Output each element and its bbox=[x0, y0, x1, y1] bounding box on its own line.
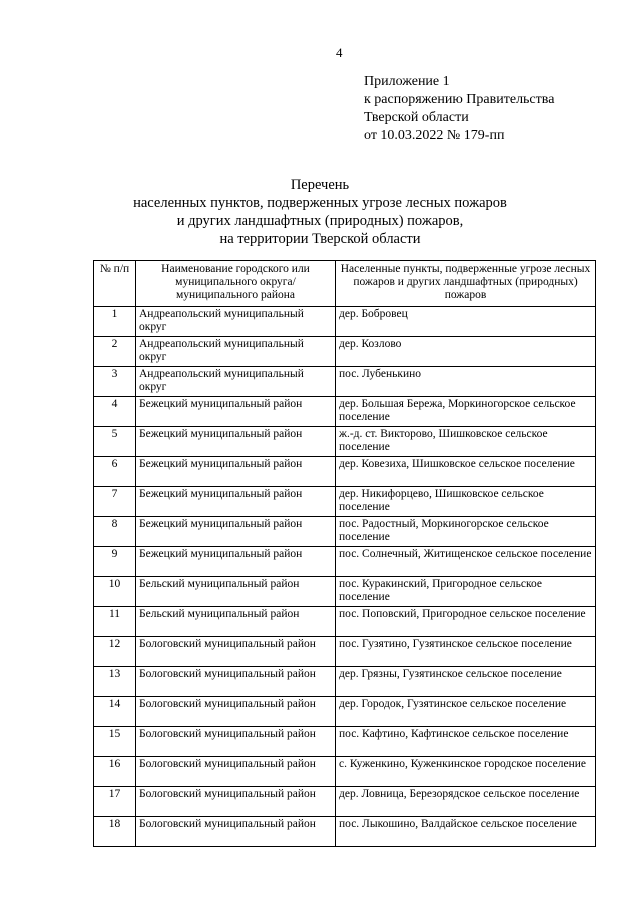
row-number: 16 bbox=[94, 757, 136, 787]
table-row bbox=[94, 307, 596, 337]
table-row bbox=[94, 667, 596, 697]
row-settlement: дер. Городок, Гузятинское сельское поселение bbox=[336, 697, 596, 727]
header-district: Наименование городского или муниципального округа/муниципального района bbox=[136, 261, 336, 307]
row-district: Бологовский муниципальный район bbox=[136, 727, 336, 757]
row-number: 7 bbox=[94, 487, 136, 517]
row-district: Андреапольский муниципальный округ bbox=[136, 337, 336, 367]
row-district: Андреапольский муниципальный округ bbox=[136, 307, 336, 337]
row-number: 10 bbox=[94, 577, 136, 607]
table-row bbox=[94, 337, 596, 367]
row-district: Бежецкий муниципальный район bbox=[136, 547, 336, 577]
table-row bbox=[94, 487, 596, 517]
row-settlement: ж.-д. ст. Викторово, Шишковское сельское поселение bbox=[336, 427, 596, 457]
row-settlement: дер. Никифорцево, Шишковское сельское поселение bbox=[336, 487, 596, 517]
row-district: Бологовский муниципальный район bbox=[136, 697, 336, 727]
row-number: 13 bbox=[94, 667, 136, 697]
row-settlement: пос. Радостный, Моркиногорское сельское поселение bbox=[336, 517, 596, 547]
row-number: 3 bbox=[94, 367, 136, 397]
row-settlement: дер. Большая Бережа, Моркиногорское сельское поселение bbox=[336, 397, 596, 427]
row-district: Бежецкий муниципальный район bbox=[136, 457, 336, 487]
table-row bbox=[94, 787, 596, 817]
table-row bbox=[94, 817, 596, 847]
row-settlement: пос. Солнечный, Житищенское сельское поселение bbox=[336, 547, 596, 577]
table-row bbox=[94, 757, 596, 787]
header-num: № п/п bbox=[94, 261, 136, 307]
title-line: на территории Тверской области bbox=[219, 231, 421, 247]
row-district: Андреапольский муниципальный округ bbox=[136, 367, 336, 397]
table-row bbox=[94, 517, 596, 547]
row-settlement: дер. Бобровец bbox=[336, 307, 596, 337]
row-number: 4 bbox=[94, 397, 136, 427]
row-number: 17 bbox=[94, 787, 136, 817]
row-district: Бологовский муниципальный район bbox=[136, 667, 336, 697]
document-title bbox=[90, 176, 550, 248]
row-settlement: дер. Ловница, Березорядское сельское поселение bbox=[336, 787, 596, 817]
row-district: Бежецкий муниципальный район bbox=[136, 487, 336, 517]
title-line: и других ландшафтных (природных) пожаров, bbox=[176, 213, 464, 229]
table-row bbox=[94, 427, 596, 457]
row-district: Бельский муниципальный район bbox=[136, 577, 336, 607]
appendix-line: к распоряжению Правительства bbox=[364, 92, 555, 107]
row-district: Бологовский муниципальный район bbox=[136, 817, 336, 847]
row-settlement: пос. Лубенькино bbox=[336, 367, 596, 397]
row-number: 9 bbox=[94, 547, 136, 577]
row-district: Бологовский муниципальный район bbox=[136, 757, 336, 787]
title-line: населенных пунктов, подверженных угрозе лесных пожаров bbox=[133, 195, 507, 211]
row-district: Бежецкий муниципальный район bbox=[136, 517, 336, 547]
row-number: 8 bbox=[94, 517, 136, 547]
row-settlement: дер. Козлово bbox=[336, 337, 596, 367]
row-settlement: пос. Кафтино, Кафтинское сельское поселение bbox=[336, 727, 596, 757]
table-row bbox=[94, 727, 596, 757]
appendix-line: от 10.03.2022 № 179-пп bbox=[364, 128, 505, 143]
row-settlement: пос. Лыкошино, Валдайское сельское поселение bbox=[336, 817, 596, 847]
row-district: Бежецкий муниципальный район bbox=[136, 397, 336, 427]
table-body bbox=[94, 307, 596, 847]
table-row bbox=[94, 637, 596, 667]
row-settlement: пос. Поповский, Пригородное сельское поселение bbox=[336, 607, 596, 637]
row-number: 1 bbox=[94, 307, 136, 337]
row-number: 2 bbox=[94, 337, 136, 367]
appendix-line: Приложение 1 bbox=[364, 74, 450, 89]
table-row bbox=[94, 547, 596, 577]
table-row bbox=[94, 607, 596, 637]
row-settlement: пос. Куракинский, Пригородное сельское поселение bbox=[336, 577, 596, 607]
row-number: 11 bbox=[94, 607, 136, 637]
table-header-row bbox=[94, 261, 596, 307]
row-settlement: пос. Гузятино, Гузятинское сельское поселение bbox=[336, 637, 596, 667]
table-row bbox=[94, 367, 596, 397]
row-settlement: с. Куженкино, Куженкинское городское поселение bbox=[336, 757, 596, 787]
row-number: 15 bbox=[94, 727, 136, 757]
row-number: 12 bbox=[94, 637, 136, 667]
row-district: Бологовский муниципальный район bbox=[136, 637, 336, 667]
row-district: Бельский муниципальный район bbox=[136, 607, 336, 637]
row-settlement: дер. Ковезиха, Шишковское сельское поселение bbox=[336, 457, 596, 487]
title-line: Перечень bbox=[290, 177, 350, 193]
row-number: 5 bbox=[94, 427, 136, 457]
appendix-line: Тверской области bbox=[364, 110, 469, 125]
settlements-table bbox=[93, 260, 596, 847]
table-row bbox=[94, 697, 596, 727]
row-number: 6 bbox=[94, 457, 136, 487]
header-settlements: Населенные пункты, подверженные угрозе лесных пожаров и других ландшафтных (природных) пожаров bbox=[336, 261, 596, 307]
row-number: 14 bbox=[94, 697, 136, 727]
row-number: 18 bbox=[94, 817, 136, 847]
appendix-header bbox=[364, 73, 554, 145]
table-row bbox=[94, 457, 596, 487]
row-district: Бологовский муниципальный район bbox=[136, 787, 336, 817]
row-settlement: дер. Грязны, Гузятинское сельское поселение bbox=[336, 667, 596, 697]
page-number: 4 bbox=[336, 45, 343, 60]
table-row bbox=[94, 397, 596, 427]
table-row bbox=[94, 577, 596, 607]
row-district: Бежецкий муниципальный район bbox=[136, 427, 336, 457]
